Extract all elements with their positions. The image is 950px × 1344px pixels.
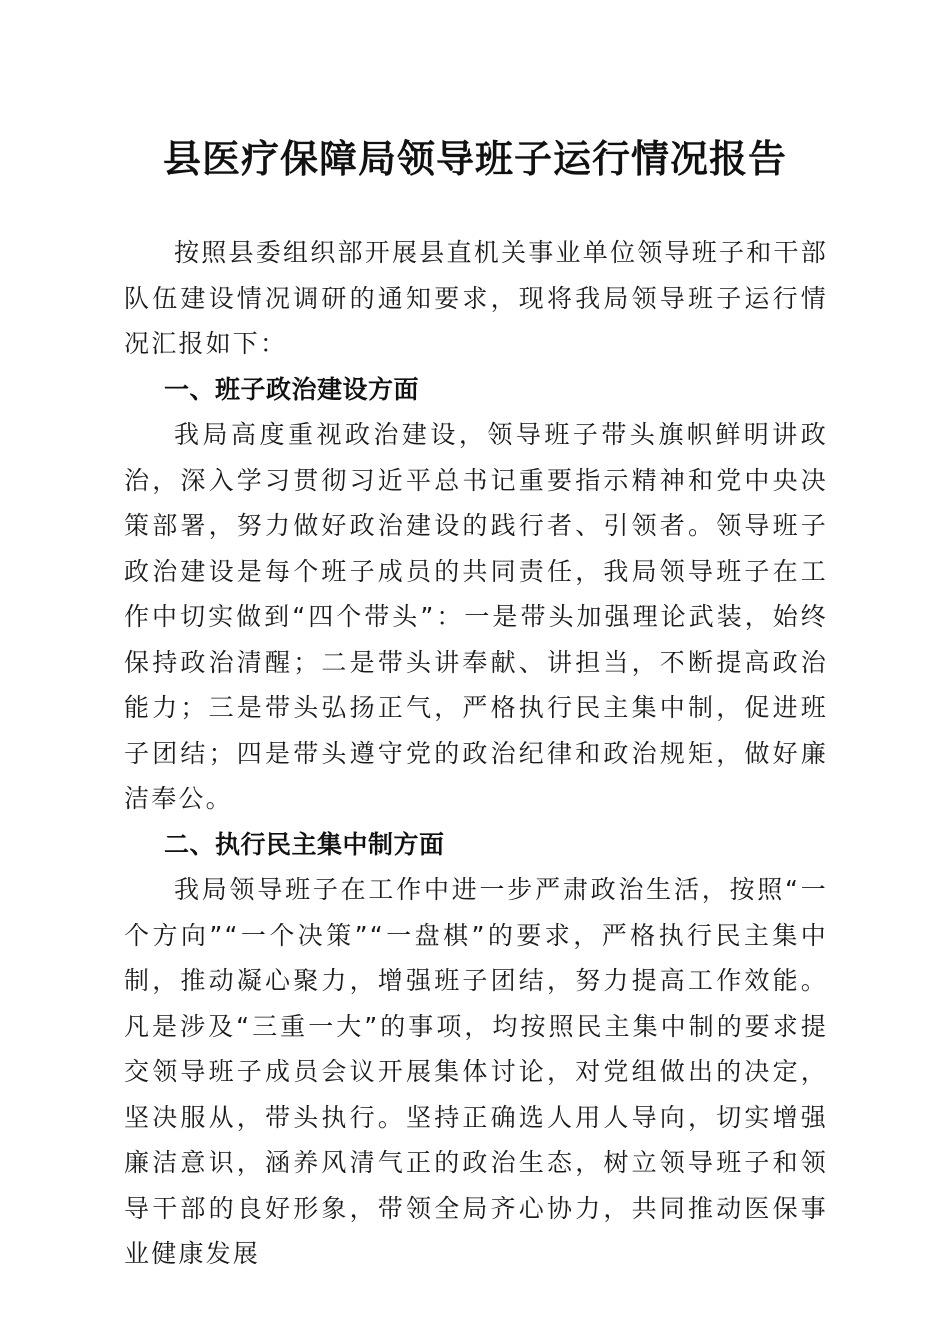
section-paragraph-political-building: 我局高度重视政治建设，领导班子带头旗帜鲜明讲政治，深入学习贯彻习近平总书记重要指示精神和党中央决策部署，努力做好政治建设的践行者、引领者。领导班子政治建设是每个班子成员的共同责任，我局领导班子在工作中切实做到“四个带头”：一是带头加强理论武装，始终保持政治清醒；二是带头讲奉献、讲担当，不断提高政治能力；三是带头弘扬正气，严格执行民主集中制，促进班子团结；四是带头遵守党的政治纪律和政治规矩，做好廉洁奉公。 — [124, 420, 828, 813]
document-title: 县医疗保障局领导班子运行情况报告 — [162, 136, 787, 181]
section-heading-political-building: 一、班子政治建设方面 — [164, 374, 420, 404]
section-heading-democratic-centralism: 二、执行民主集中制方面 — [164, 829, 445, 859]
intro-paragraph: 按照县委组织部开展县直机关事业单位领导班子和干部队伍建设情况调研的通知要求，现将我局领导班子运行情况汇报如下： — [124, 238, 828, 358]
document-body — [124, 230, 828, 1277]
section-paragraph-democratic-centralism: 我局领导班子在工作中进一步严肃政治生活，按照“一个方向”“一个决策”“一盘棋”的要求，严格执行民主集中制，推动凝心聚力，增强班子团结，努力提高工作效能。凡是涉及“三重一大”的事项，均按照民主集中制的要求提交领导班子成员会议开展集体讨论，对党组做出的决定，坚决服从，带头执行。坚持正确选人用人导向，切实增强廉洁意识，涵养风清气正的政治生态，树立领导班子和领导干部的良好形象，带领全局齐心协力，共同推动医保事业健康发展 — [124, 875, 828, 1268]
